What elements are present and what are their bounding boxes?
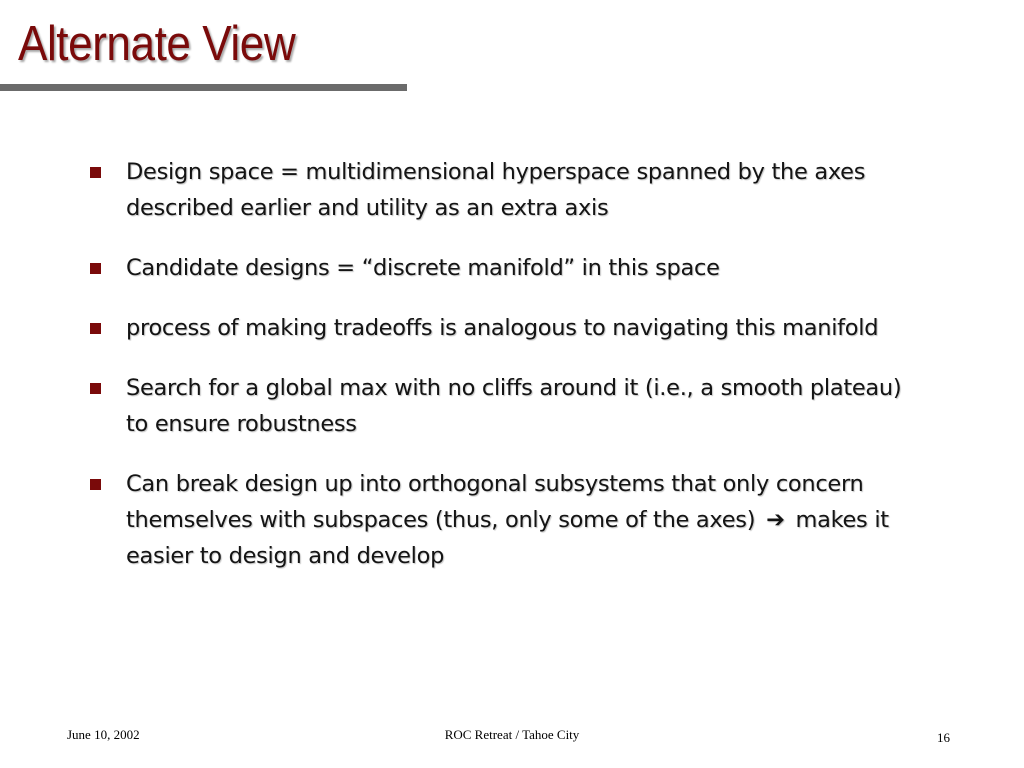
footer-date: June 10, 2002 xyxy=(67,727,140,742)
bullet-item xyxy=(90,250,920,286)
square-bullet-icon xyxy=(90,167,101,178)
slide-number: 16 xyxy=(937,730,950,745)
bullet-item xyxy=(90,466,920,574)
bullet-item xyxy=(90,370,920,442)
square-bullet-icon xyxy=(90,263,101,274)
bullet-text-after-arrow: makes it easier to design and develop xyxy=(126,507,889,569)
bullet-list xyxy=(90,154,920,598)
bullet-item xyxy=(90,310,920,346)
right-arrow-icon: ➔ xyxy=(766,507,785,533)
square-bullet-icon xyxy=(90,323,101,334)
footer-event: ROC Retreat / Tahoe City xyxy=(444,727,580,742)
square-bullet-icon xyxy=(90,479,101,490)
slide-title: Alternate View xyxy=(18,17,296,71)
square-bullet-icon xyxy=(90,383,101,394)
bullet-text: Candidate designs = “discrete manifold” in this space xyxy=(126,255,720,281)
bullet-text: Design space = multidimensional hyperspace spanned by the axes described earlier and utility as an extra axis xyxy=(126,159,866,221)
bullet-item xyxy=(90,154,920,226)
bullet-text-before-arrow: Can break design up into orthogonal subsystems that only concern themselves with subspaces (thus, only some of the axes) xyxy=(126,471,864,533)
title-underline-rule xyxy=(0,84,407,91)
bullet-text: Search for a global max with no cliffs around it (i.e., a smooth plateau) to ensure robustness xyxy=(126,375,902,437)
bullet-text: process of making tradeoffs is analogous to navigating this manifold xyxy=(126,315,879,341)
